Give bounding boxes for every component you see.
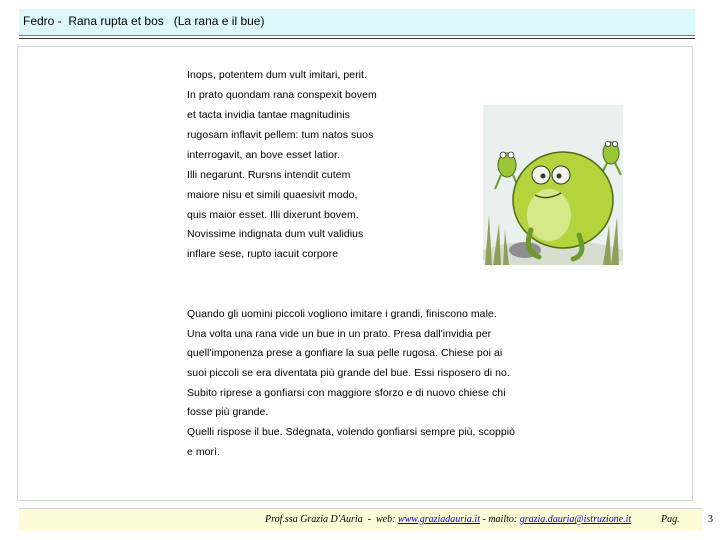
latin-line: Illi negarunt. Rursns intendit cutem	[187, 169, 351, 181]
page-label: Pag.	[661, 514, 680, 525]
footer-author: Prof.ssa Grazia D'Auria	[265, 514, 363, 525]
latin-line: Inops, potentem dum vult imitari, perit.	[187, 69, 367, 81]
italian-line: e morì.	[187, 446, 221, 458]
footer-separator: -	[362, 514, 376, 525]
italian-line: Subito riprese a gonfiarsi con maggiore sforzo e di nuovo chiese chi	[187, 387, 506, 399]
latin-line: maiore nisu et simili quaesivit modo,	[187, 189, 358, 201]
latin-line: Novissime indignata dum vult validius	[187, 228, 364, 240]
header-divider	[19, 38, 695, 39]
latin-line: quis maior esset. Illi dixerunt bovem.	[187, 209, 359, 221]
italian-line: Quelli rispose il bue. Sdegnata, volendo gonfiarsi sempre più, scoppiò	[187, 426, 516, 438]
italian-line: fosse più grande.	[187, 406, 269, 418]
latin-line: et tacta invidia tantae magnitudinis	[187, 109, 350, 121]
footer-mail-label: - mailto:	[479, 514, 520, 525]
header-bar	[19, 9, 695, 36]
latin-line: interrogavit, an bove esset latior.	[187, 149, 340, 161]
italian-line: Quando gli uomini piccoli vogliono imitare i grandi, finiscono male.	[187, 308, 497, 320]
frog-illustration-icon	[483, 105, 623, 265]
footer-credits	[265, 514, 631, 525]
footer-web-label: web:	[375, 514, 398, 525]
italian-line: quell'imponenza prese a gonfiare la sua pelle rugosa. Chiese poi ai	[187, 347, 503, 359]
email-link[interactable]: grazia.dauria@istruzione.it	[519, 514, 632, 525]
footer-bar	[19, 508, 713, 531]
page-number: 3	[708, 514, 713, 525]
latin-line: In prato quondam rana conspexit bovem	[187, 89, 377, 101]
page-title: Fedro - Rana rupta et bos (La rana e il bue)	[23, 14, 265, 28]
latin-line: inflare sese, rupto iacuit corpore	[187, 248, 339, 260]
italian-line: Una volta una rana vide un bue in un prato. Presa dall'invidia per	[187, 328, 492, 340]
website-link[interactable]: www.graziadauria.it	[397, 514, 480, 525]
latin-line: rugosam inflavit pellem: tum natos suos	[187, 129, 374, 141]
italian-line: suoi piccoli se era diventata più grande del bue. Essi risposero di no.	[187, 367, 510, 379]
